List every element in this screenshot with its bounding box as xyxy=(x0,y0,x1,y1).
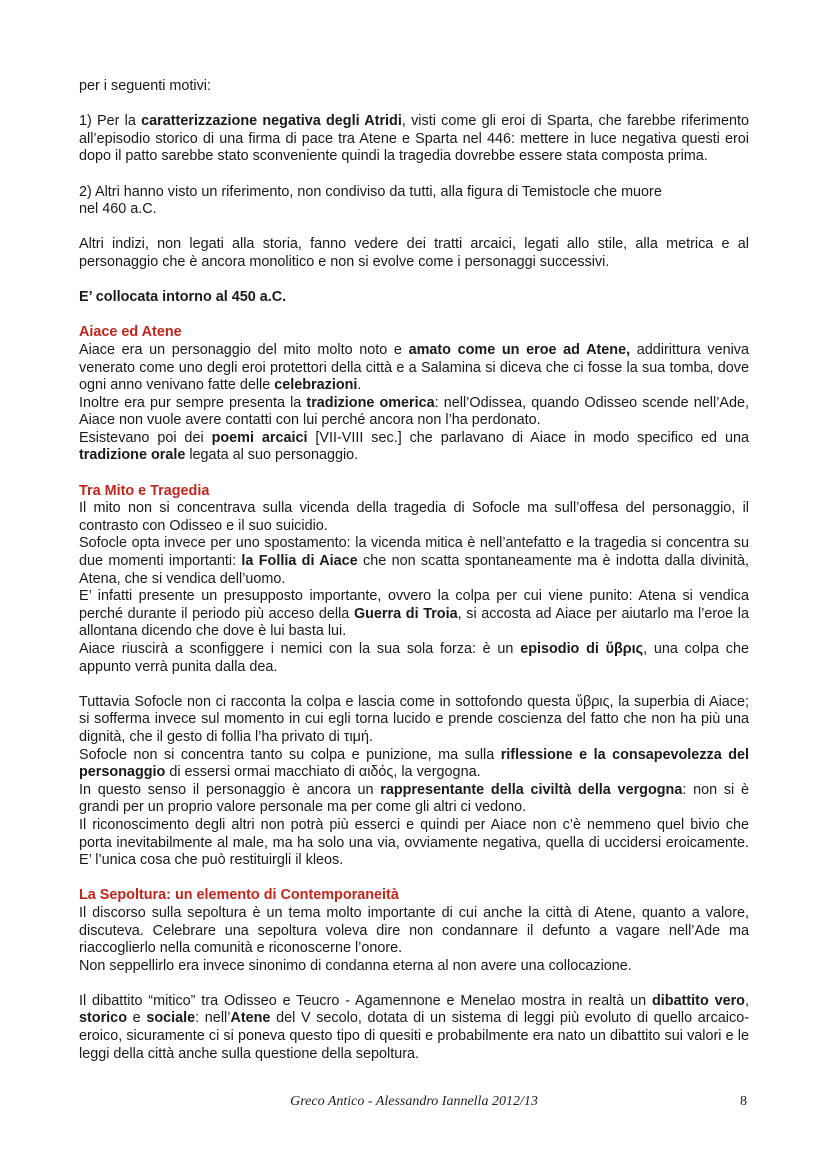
s1-paragraph-3: Esistevano poi dei poemi arcaici [VII-VIII sec.] che parlavano di Aiace in modo specifico ed una tradizione orale legata al suo personaggio. xyxy=(79,429,749,464)
s2-paragraph-1: Il mito non si concentrava sulla vicenda della tragedia di Sofocle ma sull’offesa del personaggio, il contrasto con Odisseo e il suo suicidio. xyxy=(79,500,749,534)
dating-statement: E’ collocata intorno al 450 a.C. xyxy=(79,289,287,306)
s3-paragraph-3: Il dibattito “mitico” tra Odisseo e Teucro - Agamennone e Menelao mostra in realtà un dibattito vero, storico e sociale: nell’Atene del V secolo, dotata di un sistema di leggi più evoluto di quello arcaico-eroico, sicuramente ci si poneva questo tipo di quesiti e probabilmente era nato un dibattito sui valori e le leggi della città anche sulla questione della sepoltura. xyxy=(79,992,749,1062)
s1-paragraph-1: Aiace era un personaggio del mito molto noto e amato come un eroe ad Atene, addirittura veniva venerato come uno degli eroi protettori della città e a Salamina si diceva che ci fosse la sua tomba, dove ogni anno venivano fatte delle celebrazioni. xyxy=(79,341,750,394)
reason-2: 2) Altri hanno visto un riferimento, non condiviso da tutti, alla figura di Temistocle che muore nel 460 a.C. xyxy=(79,183,662,218)
page-number: 8 xyxy=(740,1094,747,1109)
document-page xyxy=(79,78,749,1063)
s2-paragraph-2: Sofocle opta invece per uno spostamento: la vicenda mitica è nell’antefatto e la tragedia si concentra su due momenti importanti: la Follia di Aiace che non scatta spontaneamente ma è indotta dalla divinità, Atena, che si vendica dell’uomo. xyxy=(79,535,750,587)
indizi-paragraph: Altri indizi, non legati alla storia, fanno vedere dei tratti arcaici, legati allo stile, alla metrica e al personaggio che è ancora monolitico e non si evolve come i personaggi successivi. xyxy=(79,236,749,270)
section-heading-aiace-atene: Aiace ed Atene xyxy=(79,324,182,341)
section-heading-mito-tragedia: Tra Mito e Tragedia xyxy=(79,482,210,499)
intro-line: per i seguenti motivi: xyxy=(79,78,211,94)
s2-paragraph-7: In questo senso il personaggio è ancora un rappresentante della civiltà della vergogna: non si è grandi per un proprio valore personale ma per come gli altri ci vedono. xyxy=(79,781,749,816)
s3-paragraph-1: Il discorso sulla sepoltura è un tema molto importante di cui anche la città di Atene, quanto a valore, discuteva. Celebrare una sepoltura voleva dire non condannare il defunto a vagare nell’Ade ma riaccoglierlo nella comunità e riconoscerne l’onore. xyxy=(79,904,749,957)
s1-paragraph-2: Inoltre era pur sempre presenta la tradizione omerica: nell’Odissea, quando Odisseo scende nell’Ade, Aiace non vuole avere contatti con lui perché ancora non l’ha perdonato. xyxy=(79,394,749,429)
s2-paragraph-4: Aiace riuscirà a sconfiggere i nemici con la sua sola forza: è un episodio di ὕβρις, una colpa che appunto verrà punita dalla dea. xyxy=(79,641,750,675)
s2-paragraph-5: Tuttavia Sofocle non ci racconta la colpa e lascia come in sottofondo questa ὕβρις, la superbia di Aiace; si sofferma invece sul momento in cui egli torna lucido e prende coscienza del fatto che non ha più una dignità, che il gesto di follia l’ha privato di τιμή. xyxy=(79,693,749,745)
footer-title: Greco Antico - Alessandro Iannella 2012/13 xyxy=(290,1094,538,1109)
section-heading-sepoltura: La Sepoltura: un elemento di Contemporaneità xyxy=(79,887,399,904)
s2-paragraph-3: E’ infatti presente un presupposto importante, ovvero la colpa per cui viene punito: Atena si vendica perché durante il periodo più acceso della Guerra di Troia, si accosta ad Aiace per aiutarlo ma l’eroe la allontana dicendo che dove è lui basta lui. xyxy=(79,588,749,640)
s3-paragraph-2: Non seppellirlo era invece sinonimo di condanna eterna al non avere una collocazione. xyxy=(79,957,632,974)
s2-paragraph-8: Il riconoscimento degli altri non potrà più esserci e quindi per Aiace non c’è nemmeno quel bivio che porta inevitabilmente al male, ma ha solo una via, ovviamente negativa, quella di uccidersi eroicamente. E’ l’unica cosa che può restituirgli il kleos. xyxy=(79,816,749,869)
reason-1: 1) Per la caratterizzazione negativa degli Atridi, visti come gli eroi di Sparta, che farebbe riferimento all’episodio storico di una firma di pace tra Atene e Sparta nel 446: mettere in luce negativa questi eroi dopo il patto sarebbe stato sconveniente quindi la tragedia dovrebbe essere stata composta prima. xyxy=(79,113,750,165)
s2-paragraph-6: Sofocle non si concentra tanto su colpa e punizione, ma sulla riflessione e la consapevolezza del personaggio di essersi ormai macchiato di αιδός, la vergogna. xyxy=(79,746,749,781)
